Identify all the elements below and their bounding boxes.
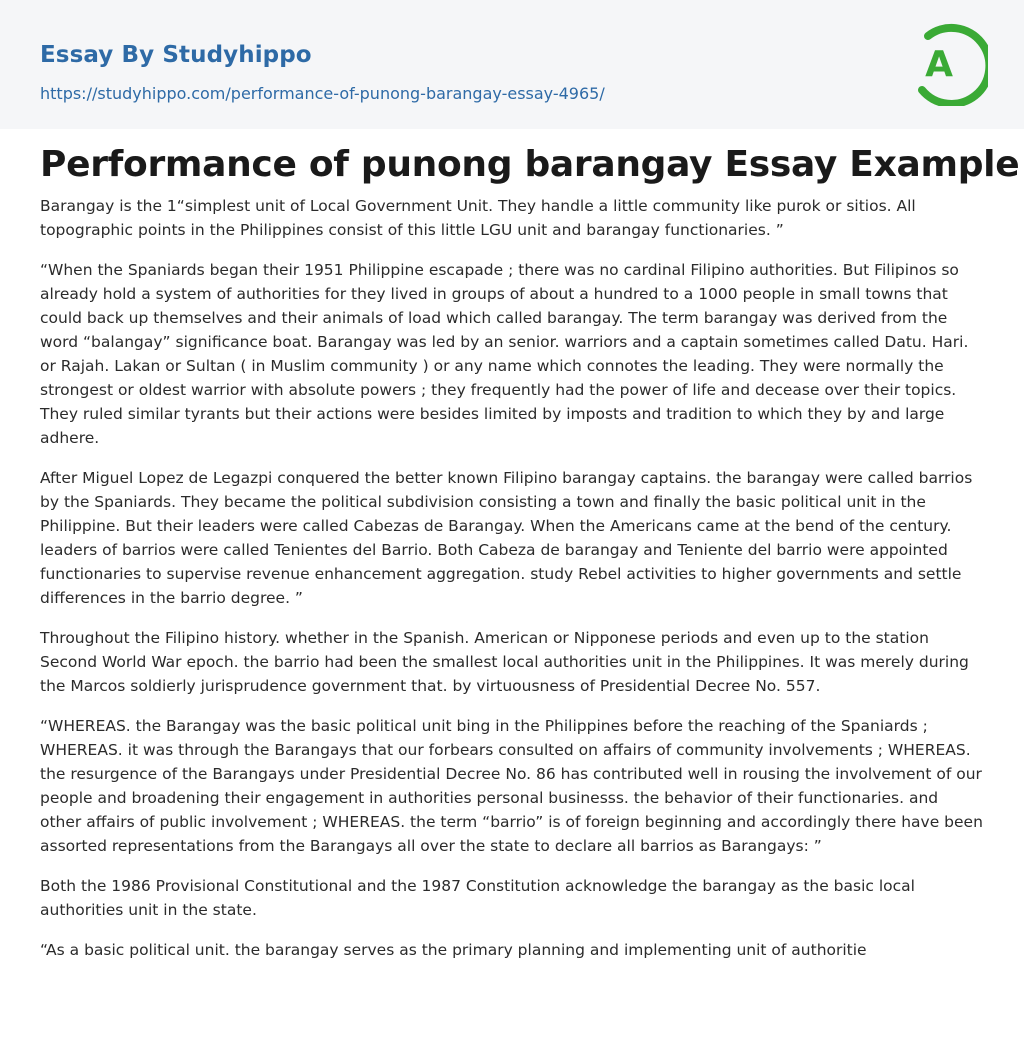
- studyhippo-logo-icon[interactable]: [908, 18, 988, 106]
- paragraph: Throughout the Filipino history. whether in the Spanish. American or Nipponese periods and even up to the station Second World War epoch. the barrio had been the smallest local authorities unit in the Philippines. It was merely during the Marcos soldierly jurisprudence government that. by virtuousness of Presidential Decree No. 557.: [40, 629, 969, 695]
- essay-body: [40, 194, 984, 978]
- logo-letter: A: [925, 44, 953, 85]
- paragraph: “As a basic political unit. the barangay serves as the primary planning and implementing unit of authoritie: [40, 941, 867, 959]
- paragraph: Barangay is the 1“simplest unit of Local Government Unit. They handle a little community like purok or sitios. All topographic points in the Philippines consist of this little LGU unit and barangay functionaries. ”: [40, 197, 916, 239]
- paragraph: “When the Spaniards began their 1951 Philippine escapade ; there was no cardinal Filipino authorities. But Filipinos so already hold a system of authorities for they lived in groups of about a hundred to a 1000 people in small towns that could back up themselves and their animals of load which called barangay. The term barangay was derived from the word “balangay” significance boat. Barangay was led by an senior. warriors and a captain sometimes called Datu. Hari. or Rajah. Lakan or Sultan ( in Muslim community ) or any name which connotes the leading. They were normally the strongest or oldest warrior with absolute powers ; they frequently had the power of life and decease over their topics. They ruled similar tyrants but their actions were besides limited by imposts and tradition to which they by and large adhere.: [40, 261, 969, 447]
- essay-url-link[interactable]: https://studyhippo.com/performance-of-punong-barangay-essay-4965/: [40, 84, 605, 103]
- page-title: Performance of punong barangay Essay Example: [40, 144, 1020, 185]
- logo-svg: [908, 18, 988, 106]
- paragraph: Both the 1986 Provisional Constitutional and the 1987 Constitution acknowledge the barangay as the basic local authorities unit in the state.: [40, 877, 915, 919]
- paragraph: “WHEREAS. the Barangay was the basic political unit bing in the Philippines before the reaching of the Spaniards ; WHEREAS. it was through the Barangays that our forbears consulted on affairs of community involvements ; WHEREAS. the resurgence of the Barangays under Presidential Decree No. 86 has contributed well in rousing the involvement of our people and broadening their engagement in authorities personal businesss. the behavior of their functionaries. and other affairs of public involvement ; WHEREAS. the term “barrio” is of foreign beginning and accordingly there have been assorted representations from the Barangays all over the state to declare all barrios as Barangays: ”: [40, 717, 983, 855]
- paragraph: After Miguel Lopez de Legazpi conquered the better known Filipino barangay captains. the barangay were called barrios by the Spaniards. They became the political subdivision consisting a town and finally the basic political unit in the Philippine. But their leaders were called Cabezas de Barangay. When the Americans came at the bend of the century. leaders of barrios were called Tenientes del Barrio. Both Cabeza de barangay and Teniente del barrio were appointed functionaries to supervise revenue enhancement aggregation. study Rebel activities to higher governments and settle differences in the barrio degree. ”: [40, 469, 973, 607]
- site-header: [0, 0, 1024, 129]
- site-brand[interactable]: Essay By Studyhippo: [40, 42, 312, 68]
